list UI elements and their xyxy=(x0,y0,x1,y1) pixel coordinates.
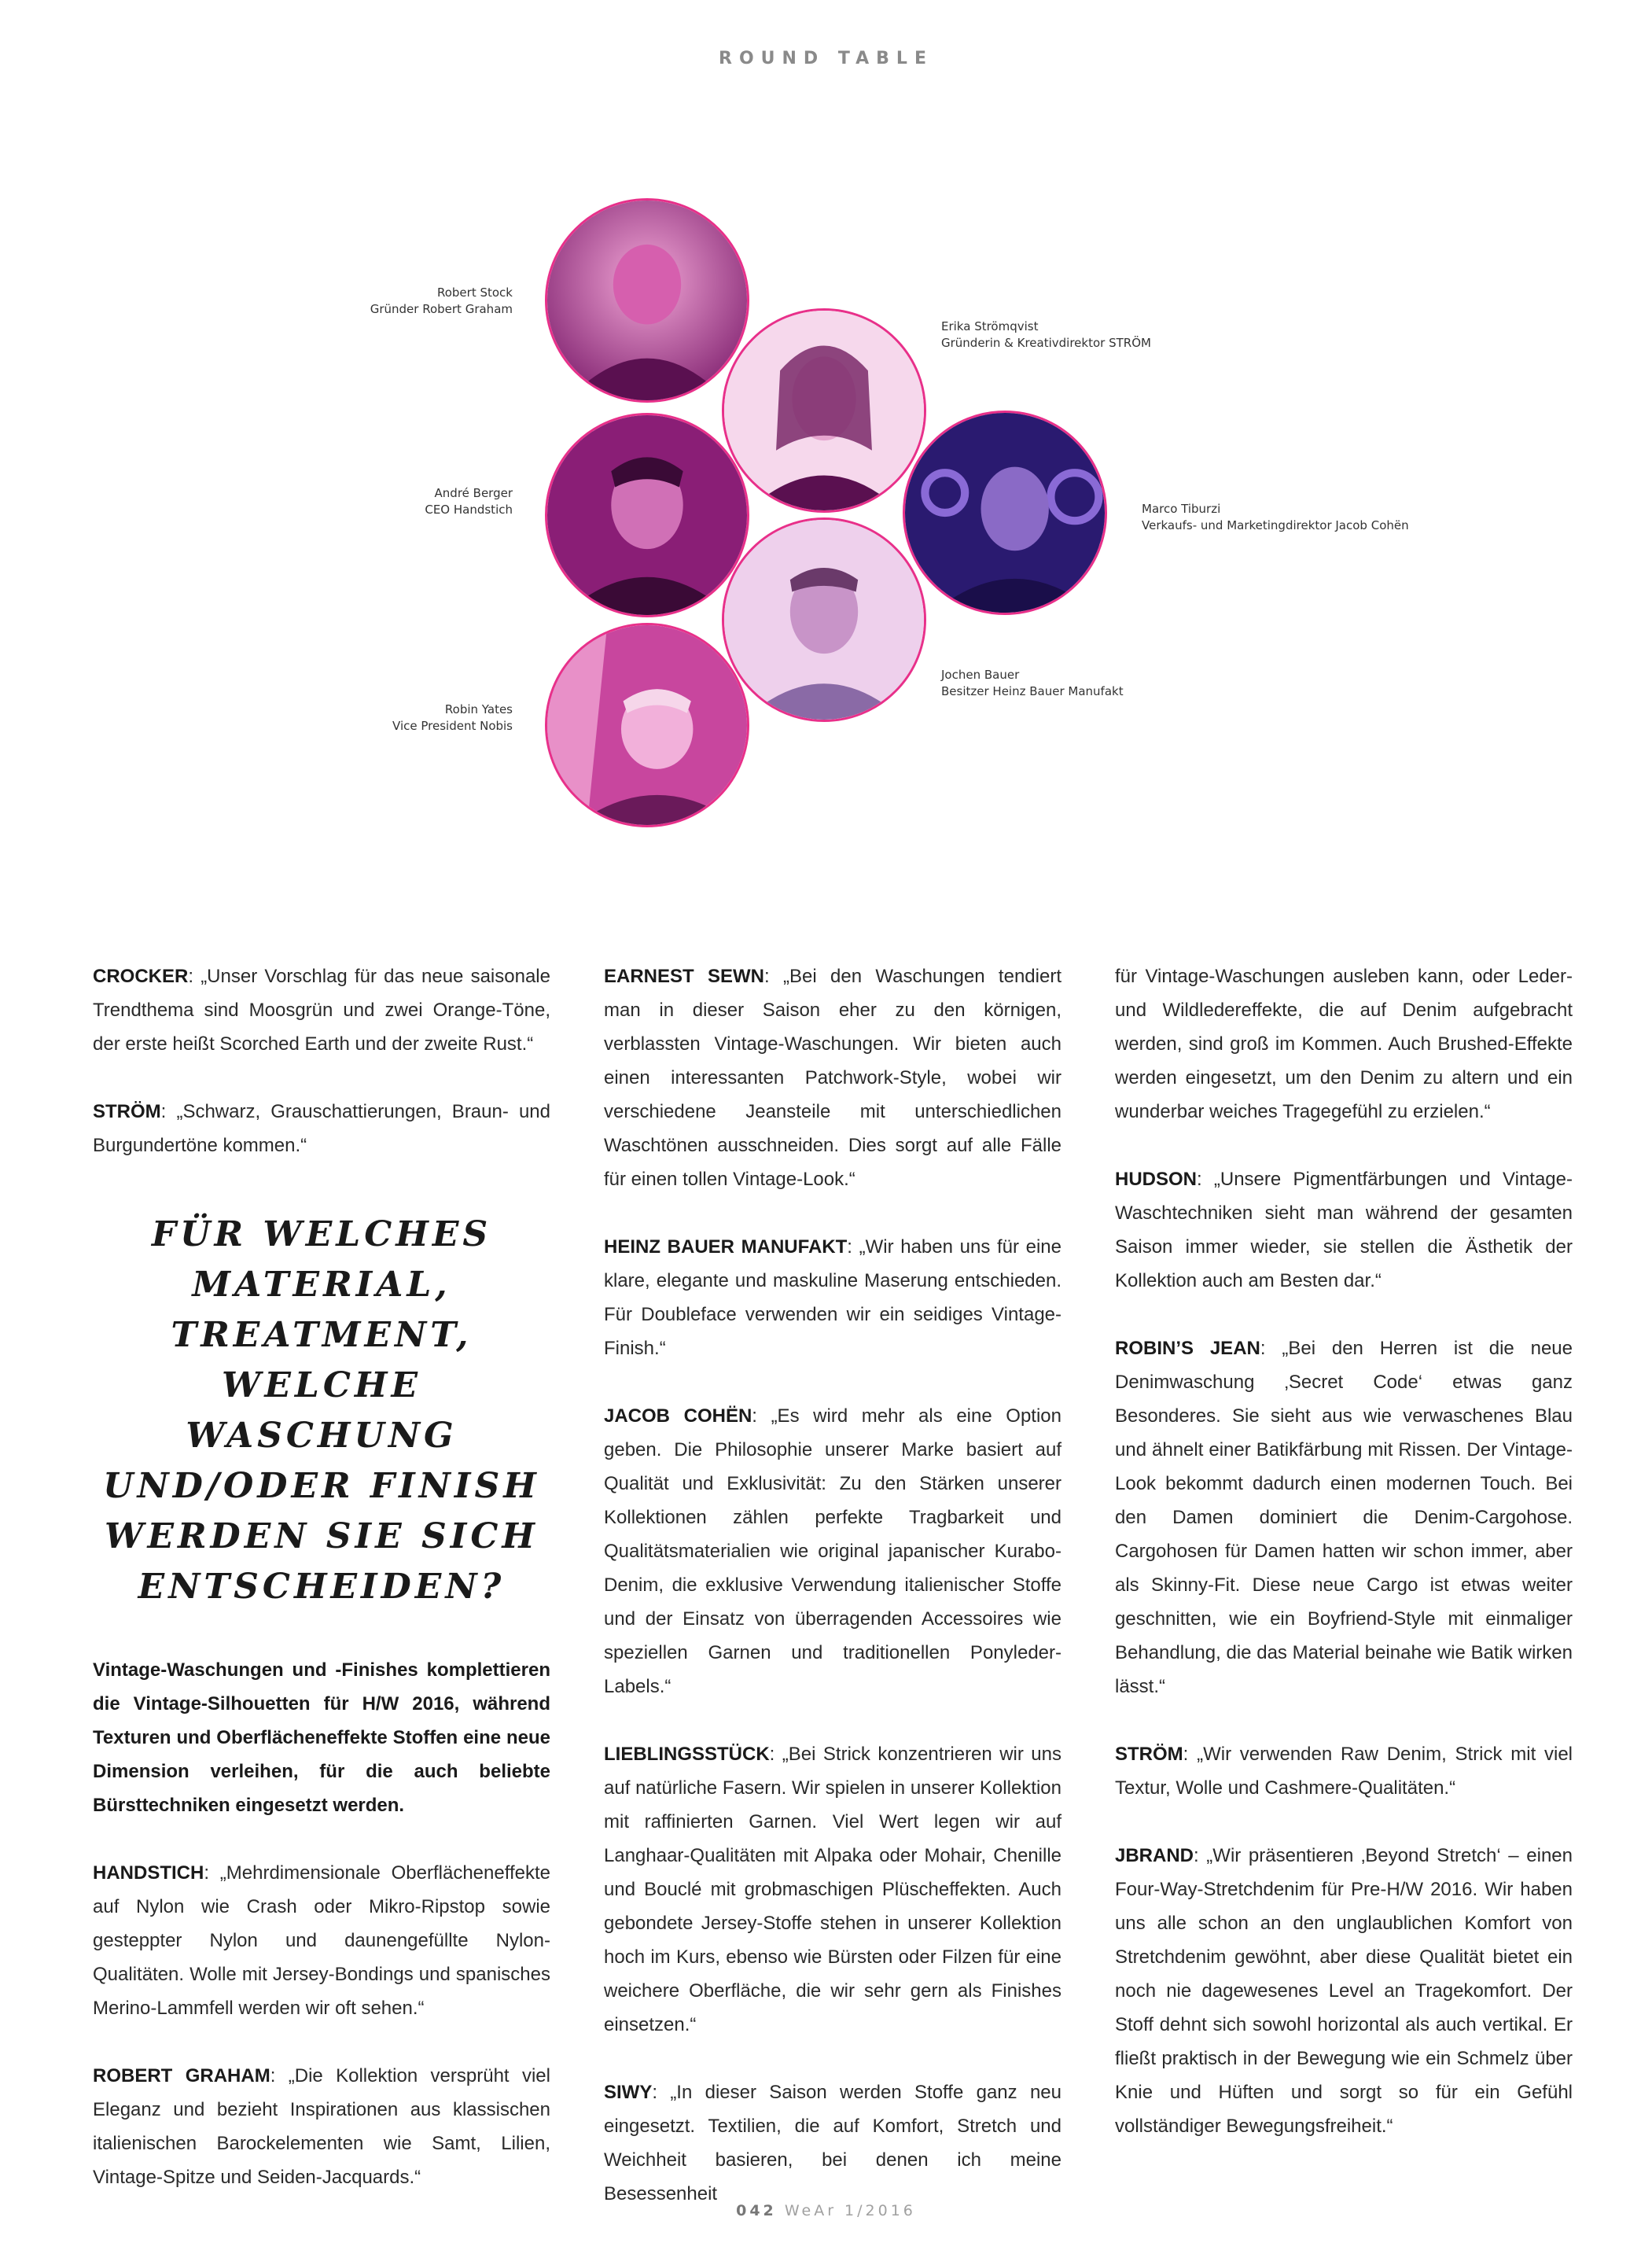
statement-text: : „In dieser Saison werden Stoffe ganz neu eingesetzt. Textilien, die auf Komfort, Stretch und Weichheit basieren, bei denen ich meine Besessenheit xyxy=(604,2082,1061,2204)
statement-text: : „Unser Vorschlag für das neue saisonale Trendthema sind Moosgrün und zwei Orange-Töne, der erste heißt Scorched Earth und der zweite Rust.“ xyxy=(93,966,550,1055)
statement-robert-graham xyxy=(93,2059,550,2194)
statement-jbrand xyxy=(1115,1839,1573,2143)
caption-title: Gründerin & Kreativdirektor STRÖM xyxy=(941,336,1151,350)
portrait-marco-tiburzi xyxy=(903,411,1107,615)
person-photo-icon xyxy=(724,311,924,510)
caption-title: CEO Handstich xyxy=(425,503,513,517)
person-photo-icon xyxy=(547,625,747,825)
section-header: ROUND TABLE xyxy=(719,49,933,68)
caption-marco-tiburzi xyxy=(1142,501,1472,534)
portrait-andre-berger xyxy=(545,413,749,617)
portrait-erika-stromqvist xyxy=(722,308,926,513)
statement-text: : „Bei Strick konzentrieren wir uns auf natürliche Fasern. Wir spielen in unserer Kollektion mit raffinierten Garnen. Viel Wert legen wir auf Langhaar-Qualitäten mit Alpaka oder Mohair, Chenille und Bouclé mit grobmaschigen Plüscheffekten. Auch gebondete Jersey-Stoffe stehen in unserer Kollektion hoch im Kurs, ebenso wie Bürsten oder Filzen für eine weichere Oberfläche, die wir sehr gern als Finishes einsetzen.“ xyxy=(604,1744,1061,2035)
statement-text: : „Bei den Herren ist die neue Denimwaschung ‚Secret Code‘ etwas ganz Besonderes. Sie sieht aus wie verwaschenes Blau und ähnelt einer Batikfärbung mit Rissen. Der Vintage-Look bekommt dadurch einen modernen Touch. Bei den Damen dominiert die Denim-Cargohose. Cargohosen für Damen hatten wir schon immer, aber als Skinny-Fit. Diese neue Cargo ist etwas weiter geschnitten, wie ein Boyfriend-Style mit einmaliger Behandlung, die das Material beinahe wie Batik wirken lässt.“ xyxy=(1115,1338,1573,1697)
statement-text: : „Schwarz, Grauschattierungen, Braun- und Burgundertöne kommen.“ xyxy=(93,1101,550,1156)
caption-name: Jochen Bauer xyxy=(941,668,1020,682)
speaker-name: HEINZ BAUER MANUFAKT xyxy=(604,1236,848,1258)
statement-text: : „Unsere Pigmentfärbungen und Vintage-Waschtechniken sieht man während der gesamten Saison immer wieder, sie stellen die Ästhetik der Kollektion auch am Besten dar.“ xyxy=(1115,1169,1573,1291)
statement-text: : „Wir präsentieren ‚Beyond Stretch‘ – einen Four-Way-Stretchdenim für Pre-H/W 2016. Wir haben uns alle schon an den unglaublichen Komfort von Stretchdenim gewöhnt, aber diese Qualität bietet ein noch nie dagewesenes Level an Tragekomfort. Der Stoff dehnt sich sowohl horizontal als auch vertikal. Er fließt praktisch in der Bewegung wie ein Schmelz über Knie und Hüften und sorgt so für ein Gefühl vollständiger Bewegungsfreiheit.“ xyxy=(1115,1845,1573,2137)
speaker-name: JACOB COHËN xyxy=(604,1405,752,1427)
magazine-issue: WeAr 1/2016 xyxy=(784,2202,916,2219)
person-photo-icon xyxy=(547,415,747,615)
caption-robert-stock xyxy=(308,285,513,318)
caption-name: Marco Tiburzi xyxy=(1142,502,1221,516)
speaker-name: HUDSON xyxy=(1115,1169,1198,1190)
text-column-1 xyxy=(93,959,550,2228)
caption-robin-yates xyxy=(308,702,513,735)
statement-handstich xyxy=(93,1856,550,2025)
statement-text: : „Wir verwenden Raw Denim, Strick mit viel Textur, Wolle und Cashmere-Qualitäten.“ xyxy=(1115,1744,1573,1799)
speaker-name: STRÖM xyxy=(93,1101,161,1122)
speaker-name: SIWY xyxy=(604,2082,653,2103)
statement-text: : „Mehrdimensionale Oberflächeneffekte auf Nylon wie Crash oder Mikro-Ripstop sowie gesteppter Nylon und daunengefüllte Nylon-Qualitäten. Wolle mit Jersey-Bondings und spanisches Merino-Lammfell werden wir oft sehen.“ xyxy=(93,1862,550,2019)
statement-jacob-cohen xyxy=(604,1399,1061,1703)
statement-text: : „Bei den Waschungen tendiert man in dieser Saison eher zu den körnigen, verblassten Vintage-Waschungen. Wir bieten auch einen interessanten Patchwork-Style, wobei wir verschiedene Jeansteile mit unterschiedlichen Waschtönen ausschneiden. Dies sorgt auf alle Fälle für einen tollen Vintage-Look.“ xyxy=(604,966,1061,1190)
page-footer xyxy=(0,2202,1652,2219)
speaker-name: ROBIN’S JEAN xyxy=(1115,1338,1260,1359)
speaker-name: CROCKER xyxy=(93,966,189,987)
statement-earnest-sewn xyxy=(604,959,1061,1196)
caption-jochen-bauer xyxy=(941,667,1271,700)
portrait-jochen-bauer xyxy=(722,517,926,722)
speaker-name: EARNEST SEWN xyxy=(604,966,765,987)
text-column-2 xyxy=(604,959,1061,2245)
statement-crocker xyxy=(93,959,550,1061)
statement-heinz-bauer xyxy=(604,1230,1061,1365)
lead-paragraph: Vintage-Waschungen und -Finishes komplettieren die Vintage-Silhouetten für H/W 2016, während Texturen und Oberflächeneffekte Stoffen eine neue Dimension verleihen, für die auch beliebte Bürsttechniken eingesetzt werden. xyxy=(93,1659,550,1816)
caption-name: Robin Yates xyxy=(444,702,513,716)
caption-title: Besitzer Heinz Bauer Manufakt xyxy=(941,684,1124,698)
speaker-name: HANDSTICH xyxy=(93,1862,204,1884)
caption-name: Robert Stock xyxy=(436,285,513,300)
statement-lieblingsstueck xyxy=(604,1737,1061,2042)
speaker-name: LIEBLINGSSTÜCK xyxy=(604,1744,770,1765)
portrait-robin-yates xyxy=(545,623,749,827)
statement-text: : „Die Kollektion versprüht viel Eleganz und bezieht Inspirationen aus klassischen italienischen Barockelementen wie Samt, Lilien, Vintage-Spitze und Seiden-Jacquards.“ xyxy=(93,2065,550,2188)
statement-hudson xyxy=(1115,1162,1573,1298)
portrait-robert-stock xyxy=(545,198,749,403)
speaker-name: JBRAND xyxy=(1115,1845,1194,1866)
caption-name: André Berger xyxy=(434,486,513,500)
text-column-3 xyxy=(1115,959,1573,2177)
statement-siwy-continued: für Vintage-Waschungen ausleben kann, oder Leder- und Wildledereffekte, die auf Denim aufgebracht werden, sind groß im Kommen. Auch Brushed-Effekte werden eingesetzt, um den Denim zu altern und ein wunderbar weiches Tragegefühl zu erzielen.“ xyxy=(1115,966,1573,1122)
statement-strom-2 xyxy=(1115,1737,1573,1805)
statement-strom xyxy=(93,1095,550,1162)
statement-text: : „Es wird mehr als eine Option geben. Die Philosophie unserer Marke basiert auf Qualität und Exklusivität: Zu den Stärken unserer Kollektionen zählen perfekte Tragbarkeit und Qualitätsmaterialien wie original japanischer Kurabo-Denim, die exklusive Verwendung italienischer Stoffe und der Einsatz von überragenden Accessoires wie speziellen Garnen und traditionellen Ponyleder-Labels.“ xyxy=(604,1405,1062,1697)
caption-name: Erika Strömqvist xyxy=(941,319,1039,333)
person-photo-icon xyxy=(547,201,747,400)
caption-title: Vice President Nobis xyxy=(392,719,513,733)
page-number: 042 xyxy=(736,2202,777,2219)
caption-erika-stromqvist xyxy=(941,319,1271,352)
round-table-question: FÜR WELCHES MATERIAL, TREATMENT, WELCHE WASCHUNG UND/ODER FINISH WERDEN SIE SICH ENTSCHEIDEN? xyxy=(103,1214,540,1607)
person-photo-icon xyxy=(905,413,1105,613)
statement-siwy xyxy=(604,2075,1061,2211)
statement-text: : „Wir haben uns für eine klare, elegante und maskuline Maserung entschieden. Für Doubleface verwenden wir ein seidiges Vintage-Finish.“ xyxy=(604,1236,1062,1359)
person-photo-icon xyxy=(724,520,924,720)
caption-title: Verkaufs- und Marketingdirektor Jacob Cohën xyxy=(1142,518,1409,532)
speaker-name: STRÖM xyxy=(1115,1744,1183,1765)
statement-robins-jean xyxy=(1115,1331,1573,1703)
speaker-name: ROBERT GRAHAM xyxy=(93,2065,270,2086)
caption-title: Gründer Robert Graham xyxy=(370,302,513,316)
caption-andre-berger xyxy=(308,485,513,518)
